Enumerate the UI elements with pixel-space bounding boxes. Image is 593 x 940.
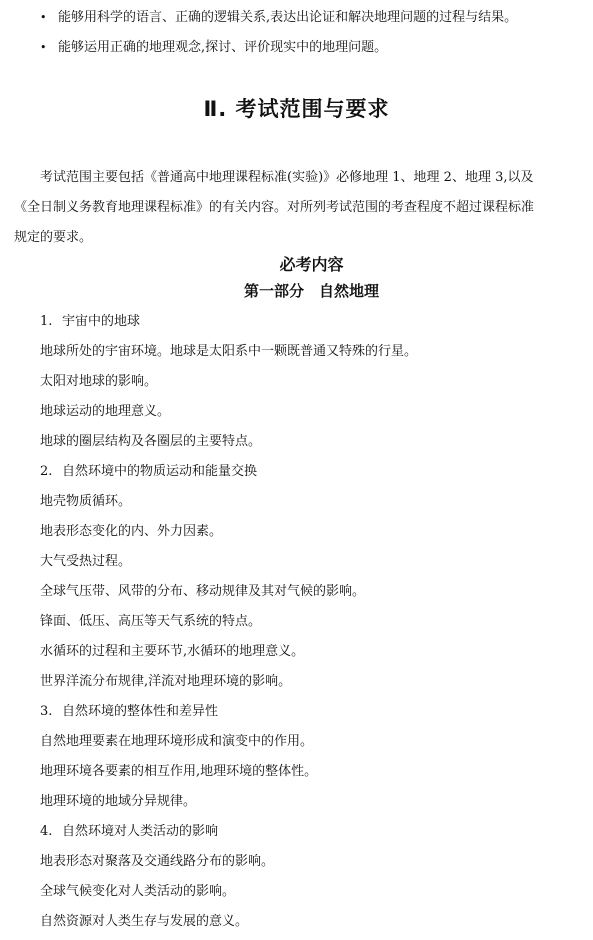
bullet-text: 能够运用正确的地理观念,探讨、评价现实中的地理问题。 [58, 40, 388, 55]
intro-line: 规定的要求。 [14, 230, 93, 245]
topic-heading [40, 703, 218, 721]
topic-title: 宇宙中的地球 [62, 314, 141, 329]
topic-number: 2. [40, 464, 53, 479]
bullet-item [40, 39, 387, 57]
intro-line: 考试范围主要包括《普通高中地理课程标准(实验)》必修地理 1、地理 2、地理 3,以及 [40, 170, 534, 185]
list-item: 全球气候变化对人类活动的影响。 [40, 884, 236, 899]
list-item: 地理环境各要素的相互作用,地理环境的整体性。 [40, 764, 318, 779]
list-item: 地壳物质循环。 [40, 494, 132, 509]
topic-heading [40, 463, 257, 481]
topic-heading [40, 823, 218, 841]
list-item: 自然地理要素在地理环境形成和演变中的作用。 [40, 734, 314, 749]
topic-number: 4. [40, 824, 53, 839]
list-item: 世界洋流分布规律,洋流对地理环境的影响。 [40, 674, 292, 689]
list-item: 锋面、低压、高压等天气系统的特点。 [40, 614, 262, 629]
list-item: 地表形态变化的内、外力因素。 [40, 524, 223, 539]
topic-title: 自然环境中的物质运动和能量交换 [62, 464, 258, 479]
bullet-text: 能够用科学的语言、正确的逻辑关系,表达出论证和解决地理问题的过程与结果。 [58, 10, 518, 25]
topic-title: 自然环境的整体性和差异性 [62, 704, 219, 719]
intro-line: 《全日制义务教育地理课程标准》的有关内容。对所列考试范围的考查程度不超过课程标准 [14, 200, 535, 215]
topic-number: 1. [40, 314, 53, 329]
required-content-heading: 必考内容 [279, 255, 344, 274]
list-item: 全球气压带、风带的分布、移动规律及其对气候的影响。 [40, 584, 366, 599]
topic-number: 3. [40, 704, 53, 719]
bullet-dot-icon: • [40, 11, 47, 24]
list-item: 自然资源对人类生存与发展的意义。 [40, 914, 249, 929]
bullet-dot-icon: • [40, 41, 47, 54]
list-item: 地球所处的宇宙环境。地球是太阳系中一颗既普通又特殊的行星。 [40, 344, 418, 359]
part-heading: 第一部分 自然地理 [243, 282, 379, 300]
list-item: 地球的圈层结构及各圈层的主要特点。 [40, 434, 262, 449]
section-title: Ⅱ. 考试范围与要求 [203, 97, 390, 121]
list-item: 地球运动的地理意义。 [40, 404, 171, 419]
topic-title: 自然环境对人类活动的影响 [62, 824, 219, 839]
list-item: 水循环的过程和主要环节,水循环的地理意义。 [40, 644, 305, 659]
list-item: 太阳对地球的影响。 [40, 374, 158, 389]
list-item: 大气受热过程。 [40, 554, 132, 569]
bullet-item [40, 9, 517, 27]
list-item: 地表形态对聚落及交通线路分布的影响。 [40, 854, 275, 869]
list-item: 地理环境的地域分异规律。 [40, 794, 197, 809]
topic-heading [40, 313, 140, 331]
